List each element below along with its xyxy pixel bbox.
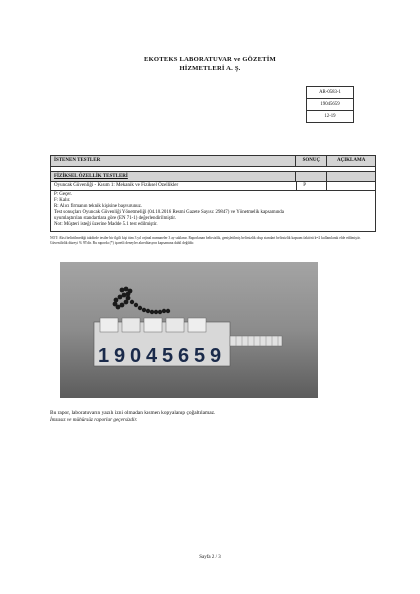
row-test-name: Oyuncak Güvenliği - Kısım 1: Mekanik ve Fiziksel Özellikler [54, 183, 179, 188]
header-remark: AÇIKLAMA [326, 156, 375, 166]
lab-name-line2: HİZMETLERİ A. Ş. [179, 64, 241, 72]
sample-photo-drawing [60, 262, 318, 398]
sample-photo [60, 262, 318, 398]
row-remark [326, 182, 375, 190]
section-header-row [51, 172, 375, 182]
tag-digit: 6 [178, 345, 190, 367]
note-line: uyumlaştırılan standartlara göre (EN 71-1) değerlendirilmiştir. [54, 216, 176, 222]
report-date: 12-19 [324, 114, 336, 119]
lab-name-line1: EKOTEKS LABORATUVAR ve GÖZETİM [144, 56, 276, 63]
tag-digit: 9 [210, 345, 222, 367]
results-table [50, 155, 376, 232]
reference-box [306, 86, 354, 123]
table-notes [51, 191, 375, 231]
note-line: Test sonuçları Oyuncak Güvenliği Yönetmeliği (04.10.2016 Resmi Gazete Sayısı: 29847) ve Yönetmelik kapsamında [54, 210, 284, 216]
table-header-row [51, 156, 375, 167]
note-line: Not: Müşteri isteği üzerine Madde 5.1 test edilmiştir. [54, 222, 158, 228]
tag-digit: 1 [98, 345, 110, 367]
sample-number: 19045659 [307, 99, 353, 111]
header-result: SONUÇ [295, 156, 326, 166]
fine-print-note: NOT: Aksi belirtilmediği takdirde testler bir ilgili kişi tüm 3 yıl orjinal numuneler 3 ay saklanır. Raporlanan belirsizlik, genişletilmiş belirsizlik olup standart belirsizlik kapsam faktörü k=2 kullanılarak elde edilmiştir. Güvenilirlik düzeyi % 95'dir. Bu raporda (*) işaretli deneyler akreditasyon kapsamına dahil değildir. [50, 236, 361, 245]
header-tests: İSTENEN TESTLER [54, 158, 101, 163]
table-row [51, 182, 375, 191]
tag-digit: 5 [162, 345, 174, 367]
section-title: FİZİKSEL ÖZELLİK TESTLERİ [54, 174, 128, 179]
copy-restriction-note: Bu rapor, laboratuvarın yazılı izni olmadan kısmen kopyalanıp çoğaltılamaz. [50, 410, 216, 416]
note-line: F: Kalır. [54, 198, 71, 204]
note-line: P: Geçer. [54, 192, 72, 197]
page-number: Sayfa 2 / 3 [199, 555, 221, 560]
tag-digit: 5 [194, 345, 206, 367]
tag-digit: 0 [130, 345, 142, 367]
note-line: R: Alıcı firmanın teknik kişisine başvurunuz. [54, 204, 143, 210]
row-result: P [296, 182, 326, 190]
validity-note: İmzasız ve mühürsüz raporlar geçersizdir. [50, 417, 138, 423]
tag-digit: 9 [114, 345, 126, 367]
report-number: AR-0583-1 [307, 87, 353, 99]
lab-header [0, 56, 420, 73]
tag-digit: 4 [146, 345, 158, 367]
